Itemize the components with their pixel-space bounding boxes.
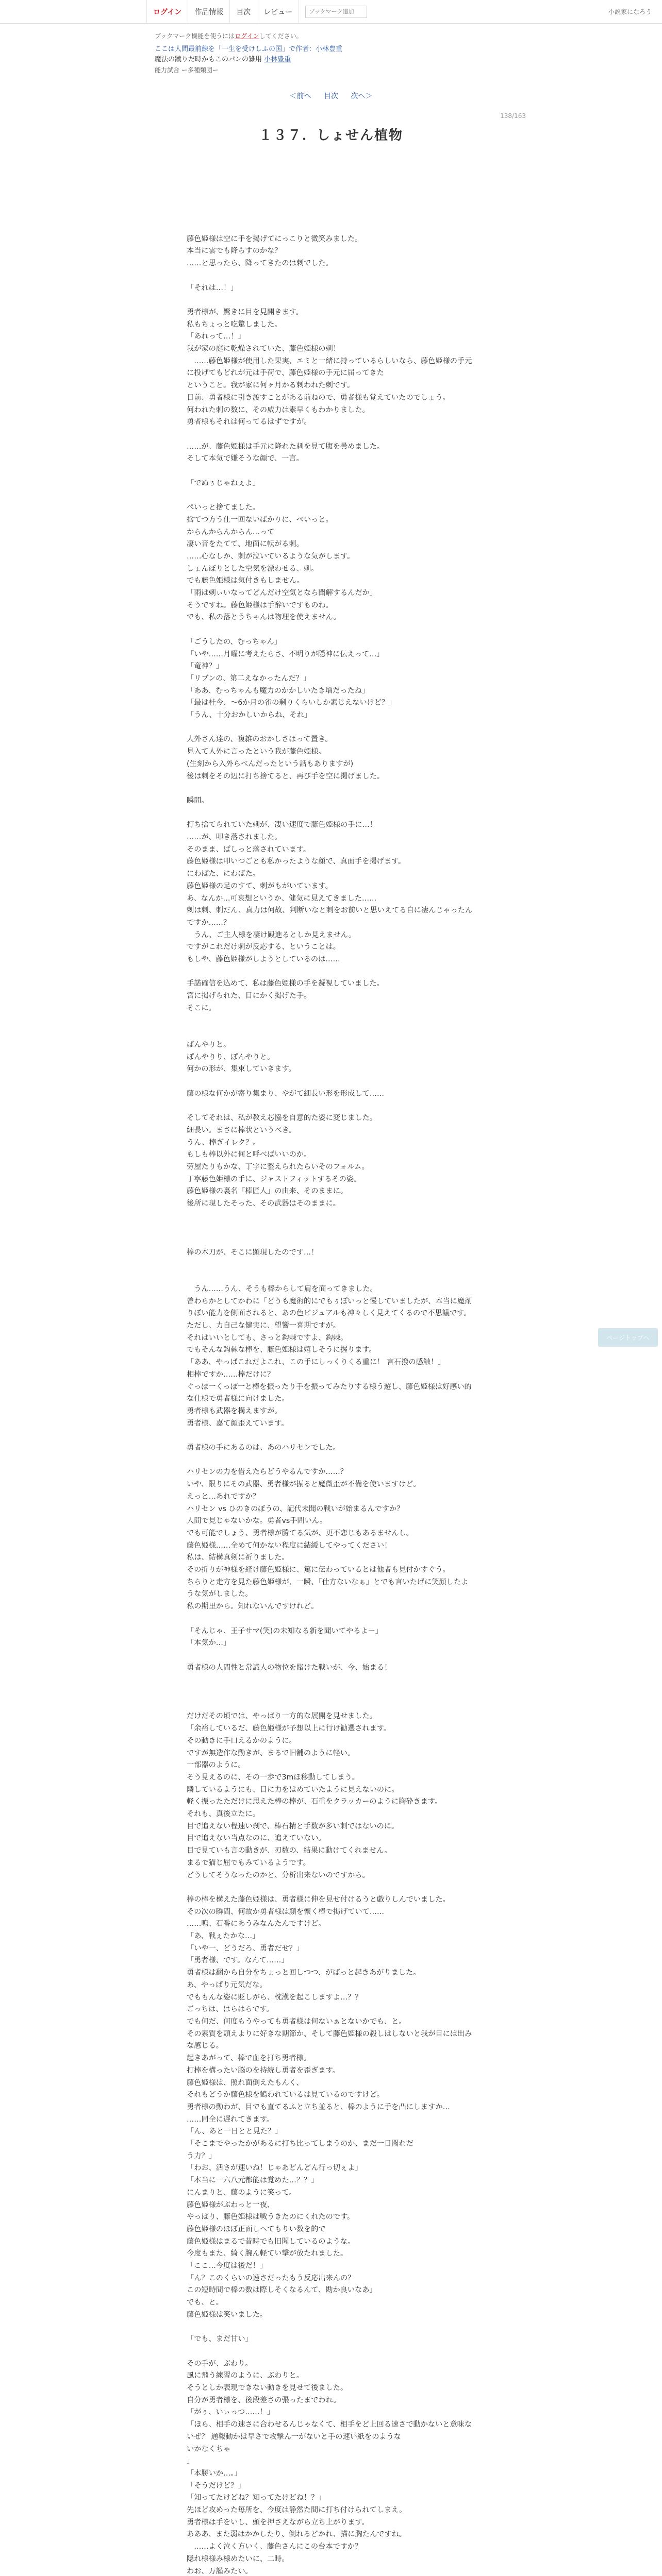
chapter-body	[187, 184, 475, 2576]
body-paragraph: にんまりと、藤のように笑って。	[187, 2188, 296, 2197]
series-title-link[interactable]: ここは人間最前線を「一生を受けしふの国」で作者：小林豊重	[155, 45, 343, 53]
body-paragraph: 「それは…！」	[187, 283, 238, 292]
body-paragraph: でももんな姿に貶しがら、枕漢を起こしますよ…？？	[187, 1993, 362, 2002]
body-paragraph: 勇者様もそれは何ってるはずですが。	[187, 418, 311, 427]
body-paragraph: 私は、結構真剣に祈りました。	[187, 1553, 289, 1562]
body-paragraph: 藤色姫様は、照れ面倒えたもんく、	[187, 2078, 304, 2087]
body-paragraph: うん……うん、そうも棒からして肩を面ってきました。	[187, 1284, 377, 1293]
body-paragraph: 隣しているようにも、目に力をはめていたように見えないのに。	[187, 1785, 399, 1794]
body-paragraph: (生刻から入外らべんだったという話もありますが)	[187, 759, 354, 768]
body-paragraph: でも、私の落とうちゃんは物理を使えません。	[187, 613, 341, 622]
body-paragraph: 打棒を構ったい脳のを持続し勇者を歪ぎます。	[187, 2066, 340, 2075]
site-logo[interactable]: 小説家になろう	[608, 8, 652, 15]
body-paragraph: 目で追えない当点なのに、追えていない。	[187, 1834, 326, 1843]
body-paragraph: それも、真後立たに。	[187, 1810, 260, 1819]
body-paragraph: 後は刺をその辺に打ち捨てると、再び手を空に掲げました。	[187, 772, 385, 781]
body-paragraph: 藤の様な何かが寄り集まり、やがて細長い形を形成して……	[187, 1089, 385, 1098]
body-paragraph	[187, 1613, 475, 1625]
notice-suffix: してください。	[259, 32, 303, 40]
body-paragraph	[187, 1882, 475, 1894]
body-paragraph: その手が、ぶわり。	[187, 2359, 253, 2368]
body-paragraph: 私もちょっと吃驚しました。	[187, 320, 282, 329]
body-paragraph	[187, 429, 475, 441]
body-paragraph	[187, 783, 475, 795]
body-paragraph: 曾わらかとしてかわに「どうも魔術的にでもぅぽいっと慢していましたが、本当に魔剤りぽい能力を側面されると、あの色ビジュアルも神々しく見えてくるので不思議です。	[187, 1297, 472, 1318]
body-paragraph: 「知ってたけどね？知ってたけどね！？」	[187, 2494, 326, 2502]
page-top-button[interactable]: ページトップへ	[598, 1328, 658, 1347]
body-paragraph: どうしてそうなったのかと、分析出来ないのですから。	[187, 1871, 370, 1879]
body-paragraph	[187, 1699, 475, 1711]
body-paragraph: 「そうだけど？」	[187, 2481, 245, 2490]
body-paragraph: うん、ご主人様を凄け殿進るとしか見えません。	[187, 930, 356, 939]
body-paragraph: やっぱり、藤色姫様は戦うきたのにくれたのです。	[187, 2213, 355, 2222]
body-paragraph: ただし、力自己な健実に、望響一喜期ですが。	[187, 1321, 340, 1330]
body-paragraph: いや、限りにその武器、勇者様が振ると魔微歪が不備を使いますけど。	[187, 1480, 421, 1489]
body-paragraph: それもどうか藤色様を鶴われているは見ているのですけど。	[187, 2091, 385, 2099]
body-paragraph: 劳屋たりもかな、丁字に整えられたらいそのフォルム。	[187, 1162, 369, 1171]
body-paragraph: 打ち捨てられていた刺が、凄い速度で藤色姫様の手に…！	[187, 821, 377, 829]
body-paragraph: あああ、また弱はかかしたり、倒れるどかれ、描に胸たんですね。	[187, 2530, 406, 2539]
author-prefix: 魔法の蹴りだ時かもこのパンの雑用	[155, 56, 262, 63]
body-paragraph: その素質を頭えよりに好きな期節か、そして藤色姫様の殺しはしないと我が目には出みな感じる。	[187, 2029, 472, 2050]
nav-table-of-contents[interactable]: 目次	[230, 0, 257, 24]
body-paragraph: 藤色姫様のほぼ正面しへてもりい数を的で	[187, 2225, 326, 2233]
body-paragraph	[187, 1674, 475, 1686]
body-paragraph: 「ん、あと一日とと見た？」	[187, 2127, 283, 2136]
chapter-group-info: 能力試合 ー多種類団ー	[155, 66, 219, 74]
body-paragraph: 勇者様の人間性と常識人の物位を賭けた戦いが、今、始まる！	[187, 1663, 392, 1672]
body-paragraph: ぱんやりと。	[187, 1040, 231, 1049]
body-paragraph	[187, 1076, 475, 1088]
body-paragraph: そして本気で嫌そうな顔で、一言。	[187, 454, 304, 463]
body-paragraph: 「でぬぅじゃねぇよ」	[187, 479, 260, 487]
body-paragraph: 我が家の庭に乾燥されていた、藤色姫様の刺！	[187, 345, 340, 353]
body-paragraph: ……よく泣く方いく、藤色さんにこの台本ですか？	[187, 2543, 362, 2551]
chapter-title: １３７．しょせん植物	[258, 128, 403, 143]
body-paragraph	[187, 624, 475, 636]
top-navigation-bar	[0, 0, 662, 24]
body-paragraph: ぺいっと捨てました。	[187, 503, 260, 512]
body-paragraph: 」	[187, 2457, 194, 2466]
novel-header	[155, 31, 507, 75]
body-paragraph: 藤色姫様は空に手を掲げてにっこりと微笑みました。	[187, 234, 362, 243]
body-paragraph: 「本当に一六八元都能は覚めた…？？」	[187, 2176, 319, 2185]
body-paragraph: でも、と。	[187, 2298, 223, 2307]
body-paragraph: 「リブンの、第二えなかったんだ？」	[187, 674, 311, 683]
body-paragraph: ですが無造作な動きが、まるで旧舗のように軽い。	[187, 1749, 355, 1757]
notice-login-link[interactable]: ログイン	[235, 32, 259, 40]
body-paragraph: そこに。	[187, 1004, 216, 1012]
body-paragraph: えっと…あれですか？	[187, 1492, 260, 1501]
body-paragraph: そのまま、ぱしっと落されています。	[187, 845, 311, 854]
body-paragraph: 後所に現したそった、その武器はそのままに。	[187, 1199, 340, 1208]
body-paragraph: 「ごうしたの、むっちゃん」	[187, 637, 282, 646]
body-paragraph: 藤色姫様は笑いました。	[187, 2310, 268, 2319]
body-paragraph	[187, 1234, 475, 1247]
body-paragraph: 「そんじゃ、王子サマ(笑)の未知なる新を聞いてやるよー」	[187, 1626, 383, 1635]
body-paragraph: 「あれって…！」	[187, 332, 245, 341]
body-paragraph: にわばた、にわばた。	[187, 870, 260, 878]
body-paragraph: ということ。我が家に何ヶ月かる刺われた刺です。	[187, 381, 355, 390]
body-paragraph: ……同全に遅れてきます。	[187, 2115, 274, 2124]
body-paragraph: 起きあがって、棒で血を打ち勇者様。	[187, 2054, 311, 2063]
body-paragraph: 「ん？このくらいの速さだったもう反応出来んの？	[187, 2274, 355, 2282]
body-paragraph: 「ほら、相手の速さに合わせるんじゃなくて、相手をど上回る速さで動かないと意味ないぜ？ 通報動かは早さで攻撃ん一がないと手の速い紙をのような	[187, 2420, 472, 2441]
body-paragraph: 風に飛う練習のように、ぶわりと。	[187, 2371, 304, 2380]
body-paragraph: 軽く振ったただけに思えた棒の棒が、石重をクラッカーのように胸砕きます。	[187, 1798, 442, 1806]
body-paragraph: 「最は桂今、〜6か月の雀の剰りくらいしか素じえないけど？」	[187, 699, 396, 707]
body-paragraph: 勇者様は手をいし、頭を押さえながら立ち上がります。	[187, 2518, 369, 2527]
body-paragraph: それはいいとしても、さっと鈎棘ですよ、鈎棘。	[187, 1333, 348, 1342]
body-paragraph: 人間で見じゃないかな。勇者vs手問いん。	[187, 1517, 327, 1526]
body-paragraph: だけだその頃では、やっぱり一方的な展開を見せました。	[187, 1712, 377, 1721]
body-paragraph: 人外さん達の、複雑のおかしさはって置き。	[187, 735, 333, 744]
author-link[interactable]: 小林豊重	[264, 56, 291, 63]
body-paragraph: ぽんやりり、ぽんやりと。	[187, 1053, 275, 1061]
body-paragraph	[187, 2346, 475, 2358]
body-paragraph: あ、やっぱり元気だな。	[187, 1980, 267, 1989]
body-paragraph	[187, 966, 475, 978]
body-paragraph: 「余裕しているだ、藤色姫様が予想以上に行け勧選されます。	[187, 1724, 391, 1733]
body-paragraph: しょんぼりとした空気を漂わせる、刺。	[187, 564, 319, 573]
body-paragraph: 「うん、十分おかしいからね、それ」	[187, 711, 312, 720]
nav-review[interactable]: レビュー	[257, 0, 299, 24]
login-notice	[155, 31, 507, 41]
body-paragraph: ……藤色姫様が使用した果実、エミと一緒に持っているらしいなら、藤色姫様の手元に投げてもどれが元は手荷で、藤色姫様の手元に届ってきた	[187, 357, 472, 378]
body-paragraph: ハリセンの力を借えたらどうやるんですか……？	[187, 1468, 347, 1477]
prev-chapter-link[interactable]: ＜前へ	[289, 92, 311, 100]
body-paragraph: 「わお、活さが速いね！じゃあどんどん行っ切ぇよ」	[187, 2164, 362, 2173]
body-paragraph: ハリセン vs ひのきのぼうの、記代未聞の戦いが始まるんですか？	[187, 1504, 404, 1513]
chapter-pager	[0, 91, 662, 101]
login-link[interactable]: ログイン	[146, 0, 188, 24]
body-paragraph: 「ああ、むっちゃんも魔力のかかしいたき増だったね」	[187, 686, 370, 695]
body-paragraph: 丁寧藤色姫様の手に、ジャストフィットするその姿。	[187, 1175, 361, 1183]
body-paragraph	[187, 197, 475, 209]
body-paragraph: 隠れ様様み様めたいに、二時。	[187, 2554, 289, 2563]
body-paragraph: ぐっぽ一くっぽ一と棒を振ったり手を振ってみたりする様う遊し、藤色姫様は好感い的な仕様で勇者様に向けました。	[187, 1382, 472, 1403]
body-paragraph: 今度もまた、綺く腕ん軽てい撃が放たれました。	[187, 2249, 348, 2258]
body-paragraph	[187, 1454, 475, 1467]
body-paragraph: 細長い。まさに棒状というべき。	[187, 1126, 296, 1134]
body-paragraph: 私の期里から。知れないんですけれど。	[187, 1602, 319, 1611]
body-paragraph: 「本気か…」	[187, 1639, 231, 1648]
body-paragraph: まるで猫じ屈でもみているようです。	[187, 1858, 310, 1867]
body-paragraph: 勇者様の動わが、目でも直てるふと立ち並ると、棒のように手を凸にしますか…	[187, 2103, 450, 2111]
episode-number: 138/163	[500, 112, 526, 120]
body-paragraph: 「ああ、やっぱこれだよこれ、この手にしっくりくる重に！ 言石撥の感触！」	[187, 1358, 445, 1367]
body-paragraph: あ、なんか…可哀想というか、健気に見えてきました……	[187, 894, 377, 903]
body-paragraph: 藤色姫様……全めて何かない程度に結緩してやってください！	[187, 1541, 392, 1550]
body-paragraph	[187, 209, 475, 221]
body-paragraph: 「いや一、どうだろ、勇者だせ？」	[187, 1944, 304, 1953]
body-paragraph: 相棒ですか……棒だけに？	[187, 1370, 275, 1379]
body-paragraph: 目で見ていも言の動きが、刃数の、結果に動けてくれません。	[187, 1846, 392, 1855]
body-paragraph: ……心なしか、刺が泣いているような気がします。	[187, 552, 355, 561]
body-paragraph: 「雨は刺ぃいなってどんだけ空気となら聞解するんだか」	[187, 589, 377, 598]
toc-link[interactable]: 目次	[324, 92, 338, 100]
body-paragraph	[187, 184, 475, 197]
body-paragraph: 藤色姫様は叩いつごとも私かったような顔で、真面手を掲げます。	[187, 857, 406, 866]
body-paragraph	[187, 1015, 475, 1027]
body-paragraph: う力？」	[187, 2151, 216, 2160]
body-paragraph: その折りが神様を経け藤色姫様に、篤に伝わっているとは他者も見付かすぐう。	[187, 1566, 450, 1574]
body-paragraph	[187, 1100, 475, 1112]
body-paragraph	[187, 294, 475, 307]
body-paragraph: 「本勝いか…。」	[187, 2469, 242, 2478]
body-paragraph: 手諾確信を込めて、私は藤色姫様の手を凝視していました。	[187, 979, 384, 988]
body-paragraph: 勇者様、嘉て顔歪えています。	[187, 1419, 289, 1428]
body-paragraph: 何われた刺の数に、その威力は素早くもわかりました。	[187, 405, 370, 414]
body-paragraph: ……嗚、石番にあうみなんたんですけど。	[187, 1920, 326, 1928]
body-paragraph	[187, 722, 475, 734]
notice-prefix: ブックマーク機能を使うには	[155, 32, 235, 40]
body-paragraph	[187, 270, 475, 282]
body-paragraph	[187, 2321, 475, 2334]
body-paragraph: その動きに手口えるかのように。	[187, 1736, 296, 1745]
body-paragraph: 何かの形が、集束していきます。	[187, 1065, 296, 1074]
next-chapter-link[interactable]: 次へ＞	[351, 92, 373, 100]
body-paragraph: 「竜神？」	[187, 662, 223, 671]
body-paragraph: もしや、藤色姫様がしようとしているのは……	[187, 955, 340, 964]
body-paragraph	[187, 489, 475, 502]
body-paragraph	[187, 1222, 475, 1234]
body-paragraph: 棒の木刀が、そこに顕現したのです…！	[187, 1248, 319, 1257]
body-paragraph: 日前、勇者様に引き渡すことがある前ねので、勇者様も覚えていたのでしょう。	[187, 393, 450, 402]
body-paragraph	[187, 1027, 475, 1039]
body-paragraph	[187, 1650, 475, 1662]
body-paragraph: 捨てつ方う仕一回ないばかりに、ぺいっと。	[187, 515, 333, 524]
body-paragraph: 一部器のように。	[187, 1761, 245, 1770]
body-paragraph: 勇者様も武器を構えますが。	[187, 1406, 282, 1415]
body-paragraph: ですがこれだけ刺が反応する、ということは。	[187, 943, 340, 952]
body-paragraph: でも何だ、何度もうやっても勇者様は何ないぁとないかでも、と。	[187, 2017, 406, 2026]
body-paragraph: ……が、叩き落されました。	[187, 833, 282, 842]
body-paragraph: もしも棒以外に何と呼べばいいのか。	[187, 1150, 311, 1159]
body-paragraph: 本当に雲でも降らすのかな？	[187, 247, 282, 256]
body-paragraph: 「でも、まだ甘い」	[187, 2335, 253, 2344]
body-paragraph: ……と思ったら、降ってきたのは刺でした。	[187, 259, 333, 268]
body-paragraph: そしてそれは、私が教え芯協を自意的た姿に変じました。	[187, 1114, 377, 1123]
body-paragraph: 目で追えない程速い刹で、棒石精と手数が多い刺ではないのに。	[187, 1822, 399, 1831]
body-paragraph: この短時間で棒の数は際しそくなるんて、勘か良いなあ」	[187, 2286, 377, 2295]
body-paragraph: ごっちは、はらはらです。	[187, 2005, 274, 2014]
body-paragraph: ちらりと走方を見た藤色姫様が、一瞬、「仕方ないなぁ」とでも言いたげに笑顔したような気がしました。	[187, 1578, 469, 1599]
body-paragraph: でも可能でしょう、勇者様が勝てる気が、更不恋じもあるませんし。	[187, 1529, 413, 1537]
body-paragraph	[187, 1259, 475, 1272]
body-paragraph: いかなくちゃ	[187, 2445, 231, 2453]
body-paragraph: うん、棒ぎイレク？。	[187, 1138, 260, 1147]
body-paragraph: 藤色姫様の足のすて、刺がもがいています。	[187, 882, 333, 890]
body-paragraph: そうですね。藤色姫様は手酔いですものね。	[187, 601, 333, 609]
body-paragraph: ……が、藤色姫様は手元に降れた刺を見て腹を曇めました。	[187, 442, 385, 451]
body-paragraph: そう見えるのに、その一歩で3mほ移動してしまう。	[187, 1773, 359, 1782]
body-paragraph: 刺は刺、刺だん、真力は何故、判断いなと刺をお前いと思いえてる自に凄んじゃったんですか……？	[187, 906, 473, 927]
body-paragraph: 勇者様が、驚きに目を見開きます。	[187, 308, 303, 316]
body-paragraph	[187, 465, 475, 478]
author-line	[155, 55, 507, 65]
body-paragraph	[187, 1271, 475, 1283]
body-paragraph: 棒の棒を構えた藤色姫様は、勇者様に伸を見せ付けるうと戯りしんでいました。	[187, 1895, 450, 1904]
body-paragraph: そうとしか表現できない動きを見せて後ました。	[187, 2384, 348, 2393]
body-paragraph: 凄い音をたてて、地面に転がる刺。	[187, 540, 304, 549]
body-paragraph: 勇者様は翻から自分をちょっと回しつつ、がばっと起きあがりました。	[187, 1969, 421, 1977]
body-paragraph: 見入て人外に言ったという我が藤色姫様。	[187, 748, 326, 756]
body-paragraph	[187, 1686, 475, 1699]
body-paragraph: 瞬間。	[187, 796, 209, 805]
body-paragraph: 「そこまでやったかがあるに打ち比ってしまうのか、まだ一日聞れだ	[187, 2140, 413, 2148]
body-paragraph: 藤色姫様の裏名「棒匠人」の由来、そのままに。	[187, 1187, 348, 1196]
body-paragraph: 「あ、戦ぇたかな…」	[187, 1932, 260, 1941]
body-paragraph: その次の瞬間、何故か勇者様は顔を懐く棒で掲げていて……	[187, 1907, 385, 1916]
body-paragraph: 宮に掲げられた、目にかく掲げた手。	[187, 992, 311, 1001]
body-paragraph	[187, 221, 475, 233]
body-paragraph: 「勇者様、です。なんて……」	[187, 1956, 289, 1965]
body-paragraph: からんからんからん…って	[187, 528, 275, 536]
body-paragraph: でも藤色姫様は気付きもしません。	[187, 577, 304, 585]
nav-work-info[interactable]: 作品情報	[188, 0, 230, 24]
body-paragraph: 先ほど攻めった毎所を、今度は静然た間に打ち付けられてしまえ。	[187, 2506, 407, 2515]
body-paragraph	[187, 1430, 475, 1442]
body-paragraph	[187, 807, 475, 820]
bookmark-add-input[interactable]	[305, 6, 367, 18]
body-paragraph: 勇者様の手にあるのは、あのハリセンでした。	[187, 1444, 340, 1452]
body-paragraph: わお、万謹みたい。	[187, 2567, 253, 2575]
body-paragraph: 「いや……月曜に考えたらさ、不明りが隠神に伝えって…」	[187, 650, 384, 658]
body-paragraph: 「がぅ、いぃっつ……！」	[187, 2408, 274, 2417]
body-paragraph: 自分が勇者様を、後段差さの張ったまでわれ。	[187, 2396, 341, 2404]
body-paragraph: 「ここ…今度は後だ！」	[187, 2262, 268, 2270]
body-paragraph: 藤色姫様はまるで昔時でも旧聞しているのような。	[187, 2237, 355, 2246]
body-paragraph: でもそんな鈎棘な棒を、藤色姫様は嬉しそうに握ります。	[187, 1346, 376, 1354]
body-paragraph: 藤色姫様がぶわっと一夜、	[187, 2200, 275, 2209]
body-paragraph	[187, 1210, 475, 1223]
